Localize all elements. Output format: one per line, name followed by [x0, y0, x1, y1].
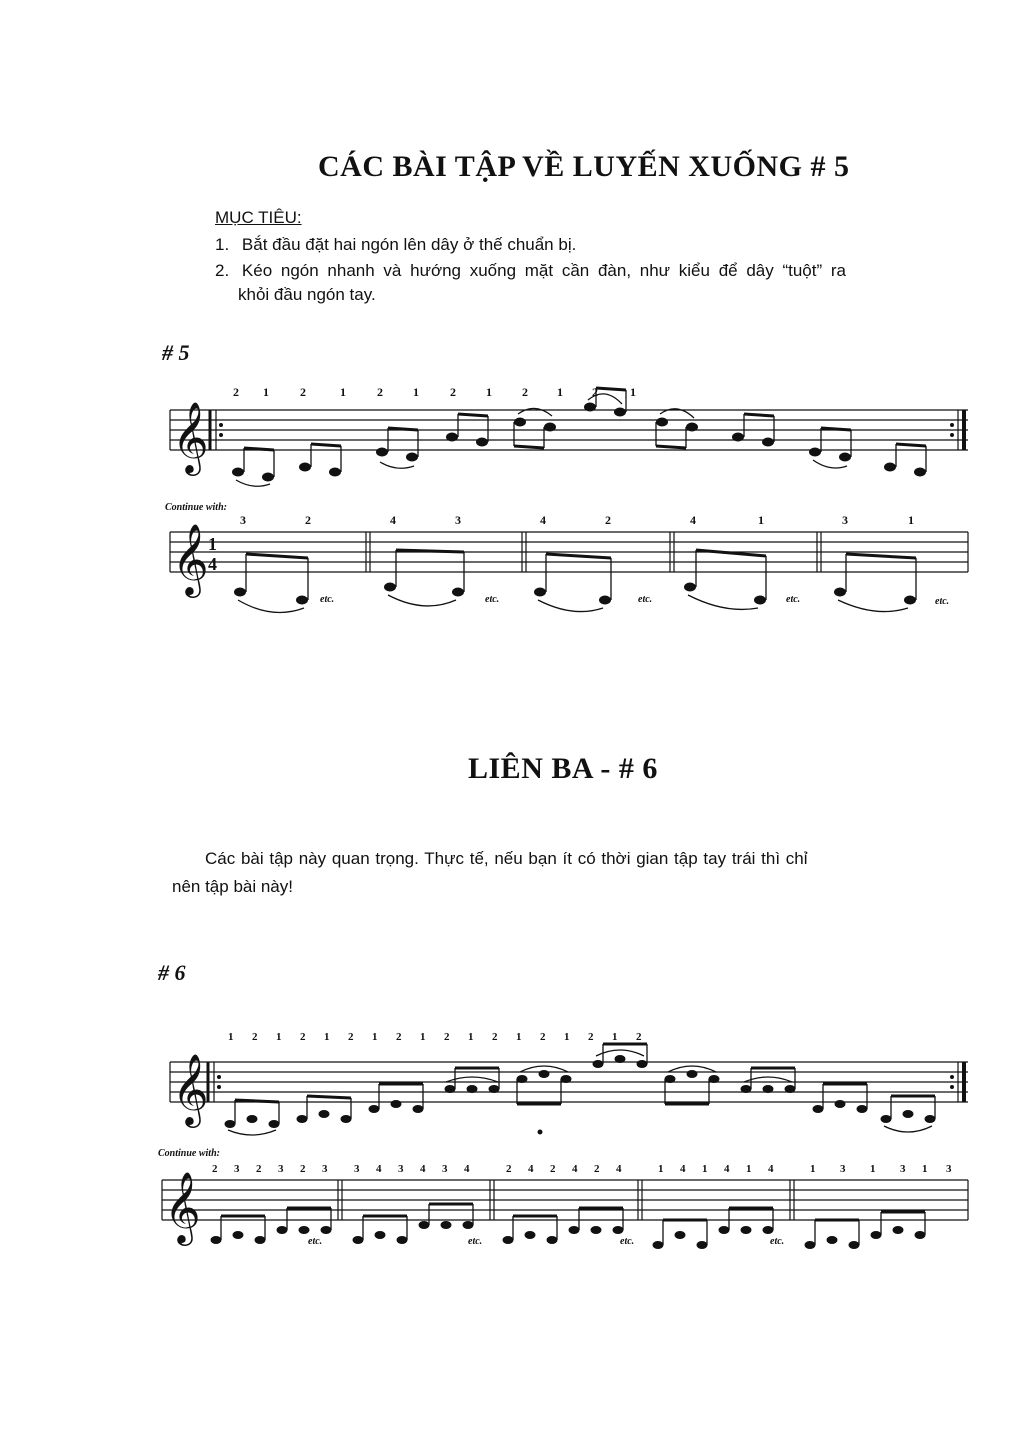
fingering: 1	[276, 1031, 282, 1043]
fingering: 4	[616, 1163, 622, 1175]
fingering: 4	[540, 513, 546, 527]
fingering: 4	[376, 1163, 382, 1175]
fingering: 3	[946, 1163, 952, 1175]
etc-label: etc.	[770, 1236, 785, 1247]
fingering: 1	[870, 1163, 876, 1175]
etc-label: etc.	[620, 1236, 635, 1247]
fingering: 1	[658, 1163, 664, 1175]
etc-label: etc.	[786, 594, 801, 605]
fingering: 1	[324, 1031, 330, 1043]
fingering: 2	[592, 385, 598, 399]
fingering: 3	[278, 1163, 284, 1175]
fingering: 2	[636, 1031, 642, 1043]
time-signature-bottom: 4	[208, 554, 217, 574]
etc-label: etc.	[308, 1236, 323, 1247]
fingering: 2	[252, 1031, 258, 1043]
fingering: 3	[442, 1163, 448, 1175]
section6-title: LIÊN BA - # 6	[468, 752, 658, 785]
fingering: 1	[516, 1031, 522, 1043]
treble-clef-icon: 𝄞	[172, 526, 209, 594]
fingering: 2	[588, 1031, 594, 1043]
fingering: 1	[340, 385, 346, 399]
fingering: 2	[300, 1163, 306, 1175]
fingering: 2	[300, 385, 306, 399]
fingering: 2	[540, 1031, 546, 1043]
objective-text: Kéo ngón nhanh và hướng xuống mặt cần đàn, như kiểu để dây “tuột” ra	[241, 261, 846, 280]
fingering: 2	[377, 385, 383, 399]
objective-num: 2.	[215, 261, 230, 280]
fingering: 1	[810, 1163, 816, 1175]
exercise-6-label: # 6	[158, 960, 186, 985]
fingering: 3	[840, 1163, 846, 1175]
fingering: 2	[348, 1031, 354, 1043]
exercise-6-staff-1	[150, 1022, 980, 1142]
section6-paragraph-line1: Các bài tập này quan trọng. Thực tế, nếu bạn ít có thời gian tập tay trái thì chỉ	[205, 849, 808, 868]
fingering: 2	[233, 385, 239, 399]
exercise-5-label: # 5	[162, 340, 190, 365]
fingering: 1	[922, 1163, 928, 1175]
fingering: 2	[256, 1163, 262, 1175]
fingering: 2	[450, 385, 456, 399]
fingering: 2	[594, 1163, 600, 1175]
fingering: 4	[768, 1163, 774, 1175]
etc-label: etc.	[638, 594, 653, 605]
fingering: 3	[455, 513, 461, 527]
fingering: 2	[444, 1031, 450, 1043]
fingering: 2	[300, 1031, 306, 1043]
fingering: 3	[240, 513, 246, 527]
etc-label: etc.	[320, 594, 335, 605]
objective-1	[215, 234, 576, 256]
fingering: 2	[605, 513, 611, 527]
fingering: 1	[263, 385, 269, 399]
objective-text: Bắt đầu đặt hai ngón lên dây ở thế chuẩn bị.	[241, 235, 577, 254]
fingering: 3	[354, 1163, 360, 1175]
fingering: 1	[413, 385, 419, 399]
fingering: 3	[842, 513, 848, 527]
objective-num: 1.	[215, 235, 230, 254]
fingering: 4	[572, 1163, 578, 1175]
section6-paragraph-line2: nên tập bài này!	[172, 877, 293, 896]
fingering: 1	[420, 1031, 426, 1043]
section5-title: CÁC BÀI TẬP VỀ LUYẾN XUỐNG # 5	[318, 150, 850, 183]
fingering: 4	[690, 513, 696, 527]
fingering: 1	[468, 1031, 474, 1043]
fingering: 2	[550, 1163, 556, 1175]
treble-clef-icon: 𝄞	[164, 1174, 201, 1242]
objective-2	[215, 260, 985, 282]
fingering: 4	[390, 513, 396, 527]
exercise-5-staff-1	[150, 380, 980, 500]
fingering: 3	[234, 1163, 240, 1175]
fingering: 3	[398, 1163, 404, 1175]
time-signature-top: 1	[208, 534, 217, 554]
fingering: 3	[322, 1163, 328, 1175]
fingering: 2	[212, 1163, 218, 1175]
fingering: 1	[372, 1031, 378, 1043]
fingering: 4	[680, 1163, 686, 1175]
fingering: 1	[758, 513, 764, 527]
continue-label-6: Continue with:	[158, 1148, 220, 1159]
fingering: 1	[557, 385, 563, 399]
fingering: 4	[420, 1163, 426, 1175]
fingering: 1	[228, 1031, 234, 1043]
exercise-6-staff-2	[150, 1158, 980, 1268]
fingering: 1	[630, 385, 636, 399]
fingering: 2	[506, 1163, 512, 1175]
fingering: 1	[564, 1031, 570, 1043]
etc-label: etc.	[468, 1236, 483, 1247]
treble-clef-icon: 𝄞	[172, 404, 209, 472]
fingering: 1	[908, 513, 914, 527]
fingering: 4	[464, 1163, 470, 1175]
objective-2-cont: khỏi đầu ngón tay.	[238, 285, 376, 304]
fingering: 1	[746, 1163, 752, 1175]
etc-label: etc.	[485, 594, 500, 605]
fingering: 2	[492, 1031, 498, 1043]
fingering: 1	[702, 1163, 708, 1175]
fingering: 2	[522, 385, 528, 399]
fingering: 3	[900, 1163, 906, 1175]
etc-label: etc.	[935, 596, 950, 607]
fingering: 1	[486, 385, 492, 399]
treble-clef-icon: 𝄞	[172, 1056, 209, 1124]
fingering: 2	[305, 513, 311, 527]
fingering: 4	[724, 1163, 730, 1175]
fingering: 4	[528, 1163, 534, 1175]
fingering: 1	[612, 1031, 618, 1043]
objectives-label: MỤC TIÊU:	[215, 208, 302, 227]
continue-label-5: Continue with:	[165, 502, 227, 513]
exercise-5-staff-2	[150, 510, 980, 620]
fingering: 2	[396, 1031, 402, 1043]
